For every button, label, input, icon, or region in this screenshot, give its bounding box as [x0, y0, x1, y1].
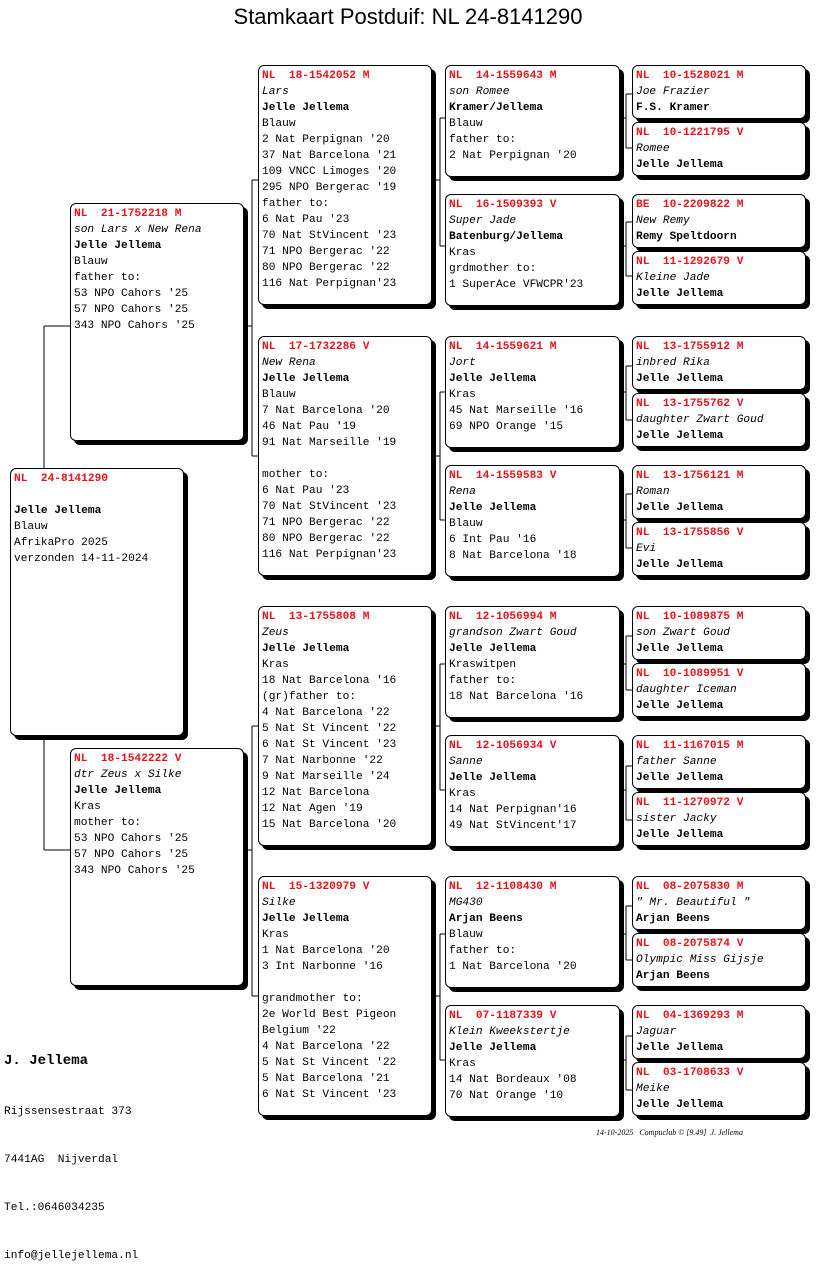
breeder-name: F.S. Kramer — [636, 102, 710, 114]
ring-number: NL 13-1755808 M — [262, 611, 370, 623]
pigeon-card-g6 — [632, 393, 806, 447]
pigeon-name: MG430 — [449, 897, 483, 909]
result-line: 18 Nat Barcelona '16 — [449, 691, 584, 703]
result-line: 4 Nat Barcelona '22 — [262, 707, 390, 719]
result-line: father to: — [449, 675, 517, 687]
pigeon-name: Rena — [449, 486, 476, 498]
pigeon-name: daughter Zwart Goud — [636, 414, 764, 426]
pigeon-name: Zeus — [262, 627, 289, 639]
result-line: Blauw — [449, 929, 483, 941]
breeder-name: Jelle Jellema — [74, 785, 162, 797]
pigeon-name: Super Jade — [449, 215, 517, 227]
pigeon-name: Joe Frazier — [636, 86, 710, 98]
result-line: 3 Int Narbonne '16 — [262, 961, 383, 973]
breeder-name: Jelle Jellema — [636, 430, 724, 442]
result-line: Kras — [449, 389, 476, 401]
owner-block — [4, 1018, 138, 1280]
breeder-name: Jelle Jellema — [636, 829, 724, 841]
pigeon-name: dtr Zeus x Silke — [74, 769, 182, 781]
breeder-name: Jelle Jellema — [636, 643, 724, 655]
pigeon-card-father — [70, 203, 244, 441]
result-line: grdmother to: — [449, 263, 537, 275]
breeder-name: Jelle Jellema — [262, 373, 350, 385]
ring-number: NL 03-1708633 V — [636, 1067, 744, 1079]
pigeon-card-g16 — [632, 1062, 806, 1116]
result-line: 49 Nat StVincent'17 — [449, 820, 577, 832]
breeder-name: Jelle Jellema — [636, 1042, 724, 1054]
result-line: Kras — [449, 247, 476, 259]
ring-number: NL 11-1167015 M — [636, 740, 744, 752]
ring-number: NL 17-1732286 V — [262, 341, 370, 353]
result-line: 46 Nat Pau '19 — [262, 421, 356, 433]
breeder-name: Jelle Jellema — [262, 913, 350, 925]
result-line: 2 Nat Perpignan '20 — [262, 134, 390, 146]
result-line: father to: — [74, 272, 142, 284]
result-line: Kras — [262, 659, 289, 671]
result-line: 7 Nat Barcelona '20 — [262, 405, 390, 417]
result-line: 18 Nat Barcelona '16 — [262, 675, 397, 687]
ring-number: NL 11-1270972 V — [636, 797, 744, 809]
result-line: 5 Nat St Vincent '22 — [262, 723, 397, 735]
pigeon-card-ff — [258, 65, 432, 305]
pigeon-card-mmf — [445, 876, 620, 988]
pigeon-name: daughter Iceman — [636, 684, 737, 696]
result-line — [262, 451, 428, 467]
owner-email: info@jellejellema.nl — [4, 1250, 139, 1262]
pigeon-card-g1 — [632, 65, 806, 119]
result-line: 6 Nat Pau '23 — [262, 485, 350, 497]
breeder-name: Arjan Beens — [636, 970, 710, 982]
result-line: 116 Nat Perpignan'23 — [262, 278, 397, 290]
result-line: AfrikaPro 2025 — [14, 537, 108, 549]
pigeon-name: New Remy — [636, 215, 690, 227]
result-line: 2 Nat Perpignan '20 — [449, 150, 577, 162]
pigeon-name: Roman — [636, 486, 670, 498]
ring-number: NL 10-1221795 V — [636, 127, 744, 139]
result-line: father to: — [262, 198, 330, 210]
ring-number: NL 12-1108430 M — [449, 881, 557, 893]
ring-number: NL 14-1559621 M — [449, 341, 557, 353]
result-line: 70 Nat StVincent '23 — [262, 230, 397, 242]
pigeon-name: Silke — [262, 897, 296, 909]
result-line: 12 Nat Agen '19 — [262, 803, 363, 815]
owner-name: J. Jellema — [4, 1053, 89, 1069]
result-line: father to: — [449, 945, 517, 957]
owner-city: 7441AG Nijverdal — [4, 1154, 119, 1166]
result-line: 343 NPO Cahors '25 — [74, 865, 195, 877]
result-line: 1 Nat Barcelona '20 — [262, 945, 390, 957]
pigeon-card-mother — [70, 748, 244, 986]
result-line: verzonden 14-11-2024 — [14, 553, 149, 565]
pigeon-name: son Romee — [449, 86, 510, 98]
pigeon-name: Sanne — [449, 756, 483, 768]
result-line: 1 SuperAce VFWCPR'23 — [449, 279, 584, 291]
pigeon-card-mff — [445, 606, 620, 718]
result-line: 71 NPO Bergerac '22 — [262, 517, 390, 529]
result-line: Blauw — [449, 118, 483, 130]
ring-number: NL 14-1559583 V — [449, 470, 557, 482]
result-line: 6 Nat St Vincent '23 — [262, 739, 397, 751]
ring-number: NL 07-1187339 V — [449, 1010, 557, 1022]
ring-number: NL 10-1089951 V — [636, 668, 744, 680]
result-line: 6 Nat Pau '23 — [262, 214, 350, 226]
pigeon-card-fmf — [445, 336, 620, 448]
page-title: Stamkaart Postduif: NL 24-8141290 — [233, 4, 583, 29]
result-line: 45 Nat Marseille '16 — [449, 405, 584, 417]
ring-number: NL 24-8141290 — [14, 473, 108, 485]
pigeon-name: Jort — [449, 357, 476, 369]
pigeon-name: Jaguar — [636, 1026, 677, 1038]
breeder-name: Jelle Jellema — [636, 1099, 724, 1111]
pigeon-name: Klein Kweekstertje — [449, 1026, 570, 1038]
breeder-name: Jelle Jellema — [262, 102, 350, 114]
ring-number: NL 18-1542222 V — [74, 753, 182, 765]
result-line: 57 NPO Cahors '25 — [74, 849, 189, 861]
ring-number: NL 11-1292679 V — [636, 256, 744, 268]
ring-number: NL 10-1089875 M — [636, 611, 744, 623]
pigeon-card-g3 — [632, 194, 806, 248]
breeder-name: Arjan Beens — [449, 913, 523, 925]
pigeon-card-g15 — [632, 1005, 806, 1059]
pigeon-card-g2 — [632, 122, 806, 176]
pigeon-name: inbred Rika — [636, 357, 710, 369]
breeder-name: Jelle Jellema — [74, 240, 162, 252]
pigeon-name: father Sanne — [636, 756, 717, 768]
result-line: Kras — [449, 788, 476, 800]
result-line: 14 Nat Bordeaux '08 — [449, 1074, 577, 1086]
pigeon-card-g12 — [632, 792, 806, 846]
ring-number: NL 13-1755912 M — [636, 341, 744, 353]
breeder-name: Jelle Jellema — [449, 1042, 537, 1054]
breeder-name: Jelle Jellema — [636, 700, 724, 712]
result-line: 6 Int Pau '16 — [449, 534, 537, 546]
ring-number: NL 12-1056994 M — [449, 611, 557, 623]
breeder-name: Jelle Jellema — [262, 643, 350, 655]
result-line: 12 Nat Barcelona — [262, 787, 370, 799]
pigeon-card-g5 — [632, 336, 806, 390]
ring-number: NL 12-1056934 V — [449, 740, 557, 752]
ring-number: NL 16-1509393 V — [449, 199, 557, 211]
result-line: Kras — [449, 1058, 476, 1070]
result-line: Kraswitpen — [449, 659, 517, 671]
result-line: Blauw — [262, 118, 296, 130]
pigeon-card-g11 — [632, 735, 806, 789]
result-line: 57 NPO Cahors '25 — [74, 304, 189, 316]
breeder-name: Jelle Jellema — [449, 643, 537, 655]
breeder-name: Jelle Jellema — [449, 373, 537, 385]
pigeon-card-ffm — [445, 194, 620, 306]
pigeon-card-g10 — [632, 663, 806, 717]
breeder-name: Arjan Beens — [636, 913, 710, 925]
pigeon-name: " Mr. Beautiful " — [636, 897, 751, 909]
result-line: 71 NPO Bergerac '22 — [262, 246, 390, 258]
breeder-name: Jelle Jellema — [449, 502, 537, 514]
ring-number: NL 08-2075874 V — [636, 938, 744, 950]
pigeon-name: Olympic Miss Gijsje — [636, 954, 764, 966]
pigeon-name: son Lars x New Rena — [74, 224, 202, 236]
result-line: Blauw — [74, 256, 108, 268]
result-line: 91 Nat Marseille '19 — [262, 437, 397, 449]
ring-number: NL 08-2075830 M — [636, 881, 744, 893]
result-line: 5 Nat Barcelona '21 — [262, 1073, 390, 1085]
pigeon-name: Evi — [636, 543, 657, 555]
pigeon-card-fm — [258, 336, 432, 576]
pigeon-card-g14 — [632, 933, 806, 987]
pigeon-card-g13 — [632, 876, 806, 930]
breeder-name: Jelle Jellema — [636, 288, 724, 300]
result-line: 53 NPO Cahors '25 — [74, 833, 189, 845]
pigeon-card-mf — [258, 606, 432, 846]
result-line: 69 NPO Orange '15 — [449, 421, 564, 433]
pigeon-name: Meike — [636, 1083, 670, 1095]
result-line: Blauw — [262, 389, 296, 401]
breeder-name: Kramer/Jellema — [449, 102, 543, 114]
pigeon-card-g8 — [632, 522, 806, 576]
result-line: 80 NPO Bergerac '22 — [262, 533, 390, 545]
breeder-name: Jelle Jellema — [449, 772, 537, 784]
result-line: 70 Nat StVincent '23 — [262, 501, 397, 513]
pigeon-card-fmm — [445, 465, 620, 577]
breeder-name: Remy Speltdoorn — [636, 231, 737, 243]
pigeon-name: grandson Zwart Goud — [449, 627, 577, 639]
result-line: 14 Nat Perpignan'16 — [449, 804, 577, 816]
result-line: 70 Nat Orange '10 — [449, 1090, 564, 1102]
pigeon-card-g9 — [632, 606, 806, 660]
pigeon-card-mfm — [445, 735, 620, 847]
result-line — [262, 975, 428, 991]
pigeon-card-mmm — [445, 1005, 620, 1117]
result-line: 8 Nat Barcelona '18 — [449, 550, 577, 562]
result-line: Belgium '22 — [262, 1025, 336, 1037]
pigeon-card-g4 — [632, 251, 806, 305]
ring-number: NL 13-1755762 V — [636, 398, 744, 410]
pigeon-name: son Zwart Goud — [636, 627, 730, 639]
owner-phone: Tel.:0646034235 — [4, 1202, 105, 1214]
breeder-name: Jelle Jellema — [636, 772, 724, 784]
result-line: (gr)father to: — [262, 691, 356, 703]
result-line: 15 Nat Barcelona '20 — [262, 819, 397, 831]
breeder-name: Jelle Jellema — [636, 559, 724, 571]
ring-number: NL 15-1320979 V — [262, 881, 370, 893]
result-line: 4 Nat Barcelona '22 — [262, 1041, 390, 1053]
result-line: 295 NPO Bergerac '19 — [262, 182, 397, 194]
result-line: Blauw — [449, 518, 483, 530]
breeder-name: Batenburg/Jellema — [449, 231, 564, 243]
pigeon-card-mm — [258, 876, 432, 1116]
result-line: 9 Nat Marseille '24 — [262, 771, 390, 783]
result-line: 109 VNCC Limoges '20 — [262, 166, 397, 178]
ring-number: NL 04-1369293 M — [636, 1010, 744, 1022]
result-line: 5 Nat St Vincent '22 — [262, 1057, 397, 1069]
pigeon-name: Kleine Jade — [636, 272, 710, 284]
result-line: 1 Nat Barcelona '20 — [449, 961, 577, 973]
breeder-name: Jelle Jellema — [636, 373, 724, 385]
pigeon-name — [14, 487, 180, 503]
ring-number: NL 13-1756121 M — [636, 470, 744, 482]
result-line: mother to: — [262, 469, 330, 481]
pigeon-card-subject — [10, 468, 184, 736]
result-line: 2e World Best Pigeon — [262, 1009, 397, 1021]
ring-number: NL 14-1559643 M — [449, 70, 557, 82]
result-line: 37 Nat Barcelona '21 — [262, 150, 397, 162]
result-line: 343 NPO Cahors '25 — [74, 320, 195, 332]
result-line: Kras — [74, 801, 101, 813]
result-line: 80 NPO Bergerac '22 — [262, 262, 390, 274]
owner-address: Rijssensestraat 373 — [4, 1106, 132, 1118]
pigeon-name: New Rena — [262, 357, 316, 369]
result-line: mother to: — [74, 817, 142, 829]
result-line: Blauw — [14, 521, 48, 533]
result-line: father to: — [449, 134, 517, 146]
pigeon-card-fff — [445, 65, 620, 177]
pigeon-name: Romee — [636, 143, 670, 155]
ring-number: NL 18-1542052 M — [262, 70, 370, 82]
ring-number: NL 10-1528021 M — [636, 70, 744, 82]
pigeon-name: Lars — [262, 86, 289, 98]
result-line: grandmother to: — [262, 993, 363, 1005]
pigeon-name: sister Jacky — [636, 813, 717, 825]
footer-credit: 14-10-2025 Compuclub © [9.49] J. Jellema — [596, 1128, 743, 1137]
breeder-name: Jelle Jellema — [14, 505, 102, 517]
ring-number: BE 10-2209822 M — [636, 199, 744, 211]
result-line: 6 Nat St Vincent '23 — [262, 1089, 397, 1101]
pigeon-card-g7 — [632, 465, 806, 519]
result-line: 53 NPO Cahors '25 — [74, 288, 189, 300]
result-line: 116 Nat Perpignan'23 — [262, 549, 397, 561]
ring-number: NL 13-1755856 V — [636, 527, 744, 539]
result-line: 7 Nat Narbonne '22 — [262, 755, 383, 767]
ring-number: NL 21-1752218 M — [74, 208, 182, 220]
breeder-name: Jelle Jellema — [636, 159, 724, 171]
result-line: Kras — [262, 929, 289, 941]
breeder-name: Jelle Jellema — [636, 502, 724, 514]
